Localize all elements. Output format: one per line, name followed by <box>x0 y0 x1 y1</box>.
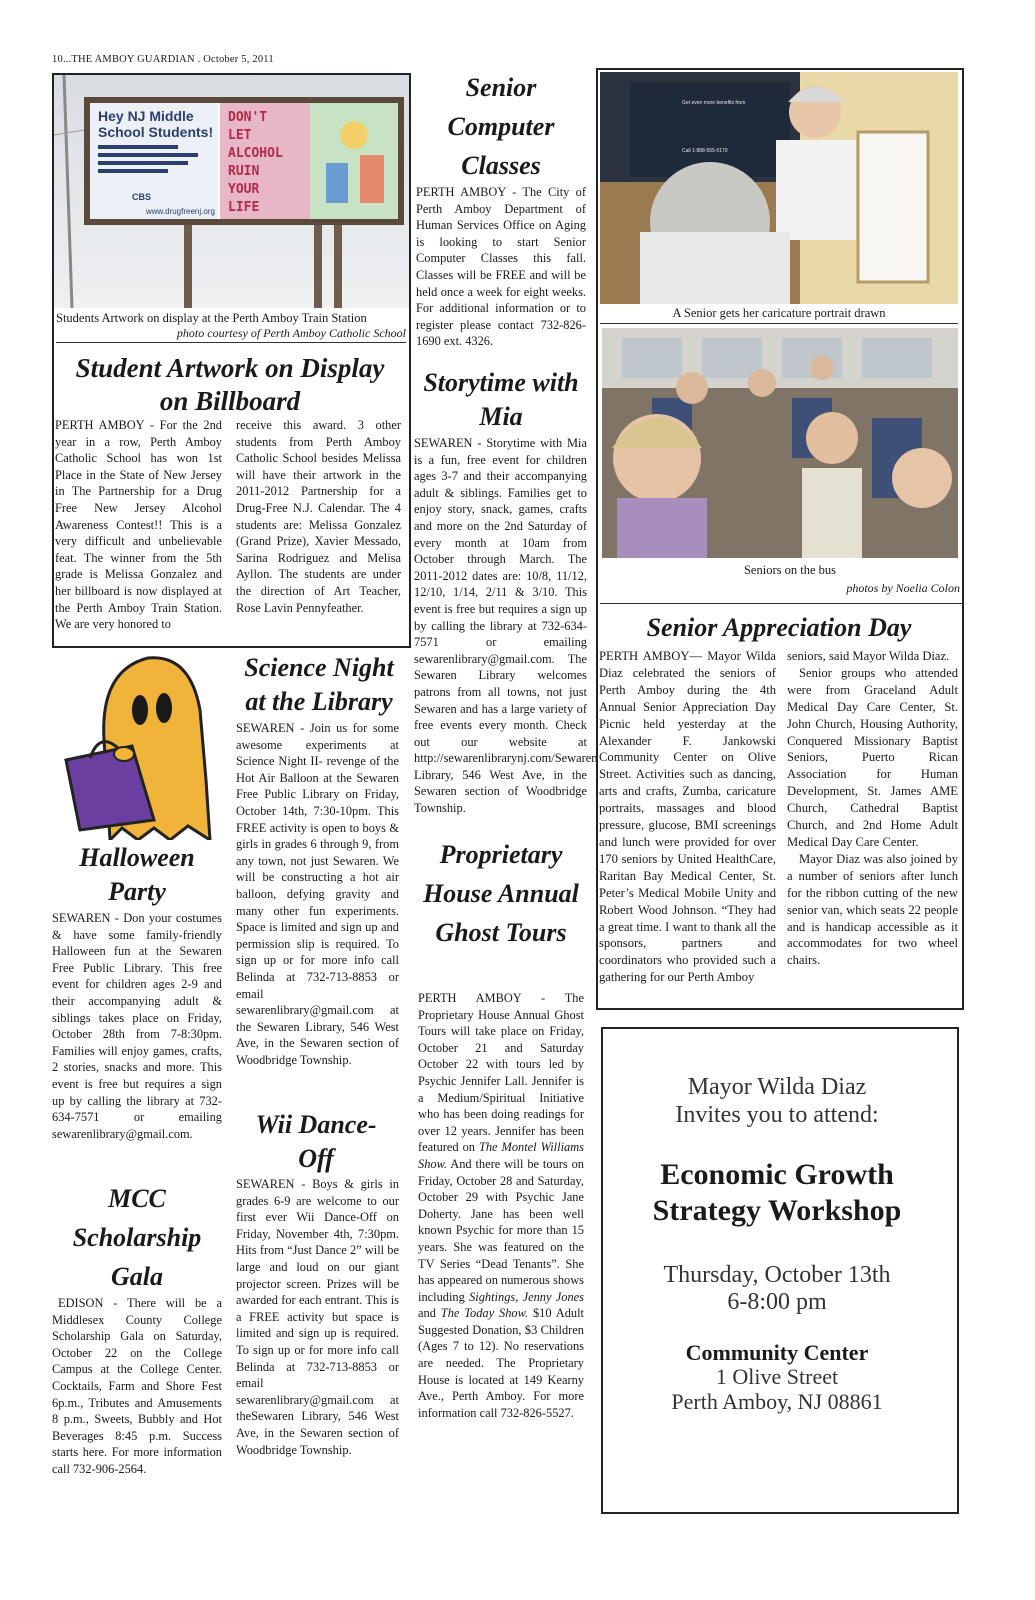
sign-art-line: DON'T <box>228 110 268 125</box>
sign-art-line: YOUR <box>228 182 260 197</box>
ghost-illustration <box>60 650 220 840</box>
flyer-title-2: Strategy Workshop <box>652 1194 902 1227</box>
science-night-body: SEWAREN - Join us for some awesome experiments at Science Night II- revenge of the Hot Air Balloon at the Sewaren Free Public Library on Friday, October 14th, 7:30-10pm. This FREE activity is open to boys & girls in grades 6 through 9, from any town, not just Sewaren. We will be constructing a hot air balloon, defying gravity and many other fun experiments. Space is limited and sign up and permission slip is required. To sign up or for more info call Belinda at 732-713-8853 or email sewarenlibrary@gmail.com at the Sewaren Library, 546 West Ave, in the Sewaren section of Woodbridge Township. <box>236 721 399 1067</box>
ghost-tours-text-3: $10 Adult Suggested Donation, $3 Children (Ages 7 to 12). No reservations are needed. The Proprietary House is located at 149 Kearny Ave., Perth Amboy. For more information call 732-826-5527. <box>418 1306 584 1420</box>
poster-line: Get even more benefits from <box>682 100 746 106</box>
appreciation-col2-p2: Senior groups who attended were from Graceland Adult Medical Day Care Center, St. John Church, Housing Authority, Conquered Missionary Baptist Seniors, Puerto Rican Association for Human Development, St. James AME Church, Cathedral Baptist Church, and 2nd Home Adult Medical Day Care Center. <box>787 665 958 849</box>
sign-org: CBS <box>132 192 152 202</box>
sign-art-line: ALCOHOL <box>228 146 283 161</box>
student-artwork-headline: Student Artwork on Display on Billboard <box>75 353 385 416</box>
appreciation-body-col2 <box>787 648 958 969</box>
ghost-tours-show-1: The Montel Williams Show. <box>418 1140 584 1171</box>
flyer-date <box>601 1262 953 1289</box>
mcc-body: EDISON - There will be a Middlesex County College Scholarship Gala on Saturday, October 22 on the College Campus at the College Center. Cocktails, Farm and Shore Fest 6p.m., Tributes and Amusements 8 p.m., Sweets, Bubbly and Hot Beverages 8:45 p.m. Success starts here. For more information call 732-906-2564. <box>52 1296 222 1476</box>
senior-computer-body: PERTH AMBOY - The City of Perth Amboy Department of Human Services Office on Aging is looking to start Senior Computer Classes this fall. Classes will be FREE and will be held once a week for eight weeks. For additional information or to register please contact 732-826-1690 ext. 4326. <box>416 185 586 349</box>
ghost-tours-text-1: PERTH AMBOY - The Proprietary House Annual Ghost Tours will take place on Friday, October 21 and Saturday October 22 with tours led by Psychic Jennifer Lall. Jennifer is a Medium/Spiritual Initiative who has been doing readings for over 12 years. Jennifer has been featured on <box>418 991 584 1155</box>
flyer-date-text: Thursday, October 13th <box>663 1262 891 1288</box>
bus-photo <box>602 328 958 558</box>
ghost-tours-body <box>418 990 584 1421</box>
ghost-tours-show-2: Sightings, Jenny Jones <box>469 1289 584 1304</box>
sign-art-line: LET <box>228 128 252 143</box>
halloween-headline: Halloween Party <box>79 843 195 906</box>
appreciation-col2-p3: Mayor Diaz was also joined by a number of seniors after lunch for the ribbon cutting of the new senior van, which seats 22 people and is handicap accessible as it accommodates for two wheel chairs. <box>787 851 958 968</box>
halloween-body: SEWAREN - Don your costumes & have some family-friendly Halloween fun at the Sewaren Free Public Library. This free event for children ages 2-9 and their accompanying adult & siblings takes place on Friday, October 28th from 7-8:30pm. Families will enjoy games, crafts, 2 stories, snacks and more. This event is free but requires a sign up by calling the library at 732-634-7571 or emailing sewarenlibrary@gmail.com. <box>52 911 222 1141</box>
billboard-photo <box>54 75 409 308</box>
flyer-city: Perth Amboy, NJ 08861 <box>671 1389 883 1414</box>
storytime-body: SEWAREN - Storytime with Mia is a fun, free event for children ages 3-7 and their accompanying adult & siblings. Families get to enjoy story, snack, games, crafts and more on the 2nd Saturday of every month at 10am from October through March. The 2011-2012 dates are: 10/8, 11/12, 12/10, 1/14, 2/11 & 3/10. This event is free but requires a sign up by calling the library at 732-634-7571 or emailing sewarenlibrary@gmail.com. The Sewaren Library welcomes patrons from all towns, not just Sewaren and has a large variety of free events every month. Check out our website at http://sewarenlibrarynj.com/Sewaren Library, 546 West Ave, in the Sewaren section of Woodbridge Township. <box>414 436 598 816</box>
sign-art-line: LIFE <box>228 200 260 215</box>
bus-caption-rule <box>600 603 962 604</box>
flyer-title-1: Economic Growth <box>660 1158 894 1191</box>
billboard-caption: Students Artwork on display at the Perth Amboy Train Station <box>56 311 367 325</box>
mcc-headline: MCC Scholarship Gala <box>72 1184 202 1291</box>
storytime-headline: Storytime with Mia <box>423 368 579 431</box>
student-artwork-body-col1: PERTH AMBOY - For the 2nd year in a row, Perth Amboy Catholic School has won 1st Place in the State of New Jersey in The Partnership for a Drug Free New Jersey Alcohol Awareness Contest!! This is a very difficult and unbelievable feat. The winner from the 5th grade is Melissa Gonzalez and her billboard is now displayed at the Perth Amboy Train Station. We are very honored to <box>55 418 222 632</box>
sign-title-1: Hey NJ Middle <box>98 108 194 124</box>
sign-title-2: School Students! <box>98 124 214 140</box>
flyer-invite-line: Invites you to attend: <box>675 1102 879 1128</box>
sign-url: www.drugfreenj.org <box>146 207 215 216</box>
senior-computer-headline: Senior Computer Classes <box>447 73 555 180</box>
ghost-tours-show-3: The Today Show. <box>440 1306 529 1321</box>
wii-body: SEWAREN - Boys & girls in grades 6-9 are welcome to our first ever Wii Dance-Off on Friday, November 4th, 7:30pm. Hits from “Just Dance 2” will be large and loud on our giant projector screen. Prizes will be awarded for each entrant. This is a FREE activity but space is limited and sign up is required. To sign up or for more info call Belinda at 732-713-8853 or email sewarenlibrary@gmail.com at theSewaren Library, 546 West Ave, in the Sewaren section of Woodbridge Township. <box>236 1177 399 1457</box>
flyer-venue: Community Center <box>685 1340 869 1365</box>
billboard-caption-rule <box>56 342 406 343</box>
seniors-photo-credit: photos by Noelia Colon <box>846 581 960 595</box>
flyer-host-line: Mayor Wilda Diaz <box>687 1074 867 1100</box>
sign-art-line: RUIN <box>228 164 260 179</box>
caricature-caption: A Senior gets her caricature portrait drawn <box>672 306 886 320</box>
ghost-tours-headline: Proprietary House Annual Ghost Tours <box>423 840 579 947</box>
ghost-tours-text-2: And there will be tours on Friday, October 28 and Saturday, October 29 with Psychic Jane Doherty. Jane has been well known Psychic for more than 15 years. She was featured on the TV Series “Dead Tenants”. She has appeared on numerous shows including <box>418 1156 584 1304</box>
student-artwork-body-col2: receive this award. 3 other students from Perth Amboy Catholic School besides Melissa will have their artwork in the 2011-2012 Partnership for a Drug-Free N.J. Calendar. The 4 students are: Melissa Gonzalez (Grand Prize), Xavier Messado, Sarina Rodriguez and Melisa Ayllon. The students are under the direction of Art Teacher, Rose Lavin Pennyfeather. <box>236 418 401 615</box>
caricature-photo <box>600 72 958 304</box>
poster-line: Call 1-888-555-0170 <box>682 148 728 154</box>
bus-caption: Seniors on the bus <box>743 563 836 577</box>
ghost-tours-and: and <box>418 1306 436 1321</box>
caricature-caption-rule <box>600 323 958 324</box>
appreciation-headline: Senior Appreciation Day <box>646 613 912 642</box>
wii-headline: Wii Dance-Off <box>255 1110 377 1173</box>
flyer-time: 6-8:00 pm <box>727 1289 827 1315</box>
page-folio: 10...THE AMBOY GUARDIAN . October 5, 2011 <box>52 54 274 65</box>
flyer-street: 1 Olive Street <box>715 1364 839 1389</box>
appreciation-body-col1: PERTH AMBOY— Mayor Wilda Diaz celebrated the seniors of Perth Amboy during the 4th Annual Senior Appreciation Day Picnic held yesterday at the Alexander F. Jankowski Community Center on Olive Street. Activities such as dancing, arts and crafts, Zumba, caricature portraits, massages and blood pressure, glucose, BMI screenings and lunch were provided for over 170 seniors by United HealthCare, Raritan Bay Medical Center, St. Peter’s Medical Mobile Unity and Robert Wood Johnson. “They had a great time. I want to thank all the sponsors, partners and coordinators who provided such a gathering for our Perth Amboy <box>599 649 776 985</box>
appreciation-col2-p1: seniors, said Mayor Wilda Diaz. <box>787 649 950 663</box>
science-night-headline: Science Night at the Library <box>244 653 394 716</box>
billboard-illustration <box>54 75 409 308</box>
billboard-photo-credit: photo courtesy of Perth Amboy Catholic School <box>176 326 406 340</box>
